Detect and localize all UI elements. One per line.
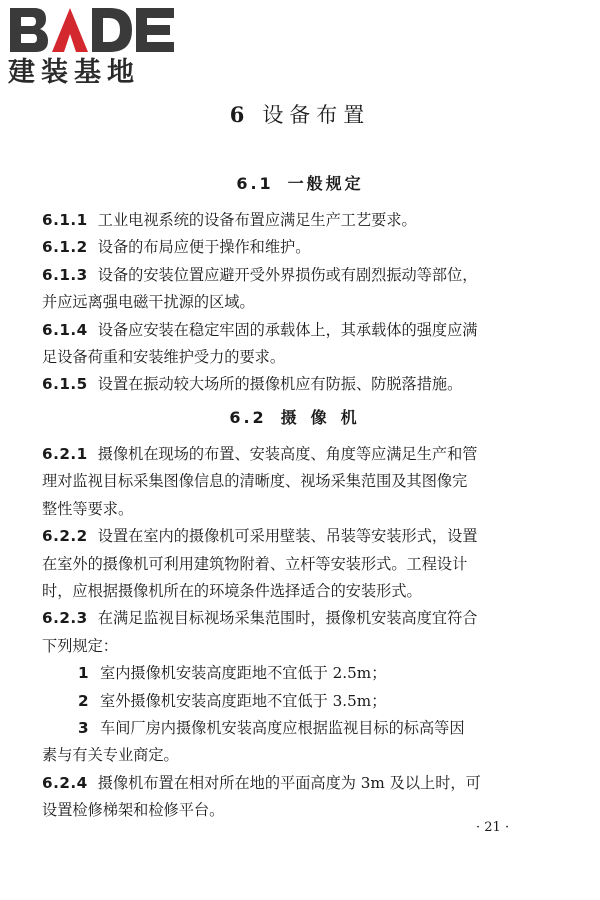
list-item-continuation: 素与有关专业商定。 xyxy=(42,746,179,765)
clause-6-1-3 xyxy=(42,262,562,317)
clause-number: 6.1.2 xyxy=(42,238,88,257)
clause-number: 6.2.3 xyxy=(42,609,88,628)
clause-line xyxy=(42,441,562,468)
clause-line xyxy=(42,523,562,550)
item-text: 车间厂房内摄像机安装高度应根据监视目标的标高等因 xyxy=(100,718,465,737)
clause-line: 在室外的摄像机可利用建筑物附着、立杆等安装形式。工程设计 xyxy=(42,554,468,573)
clause-number: 6.2.1 xyxy=(42,445,88,463)
clause-line xyxy=(42,317,562,344)
clause-text: 设备应安装在稳定牢固的承载体上，其承载体的强度应满 xyxy=(97,320,478,339)
clause-line: 足设备荷重和安装维护受力的要求。 xyxy=(42,347,285,366)
clause-line xyxy=(42,234,562,261)
clause-line xyxy=(42,371,562,398)
logo-tagline: 建装基地 xyxy=(8,57,140,88)
section-number: 6.2 xyxy=(229,408,267,427)
section-6-1-body xyxy=(42,207,562,399)
list-item xyxy=(42,715,562,742)
clause-line xyxy=(42,605,562,632)
section-6-2-body xyxy=(42,441,562,824)
clause-number: 6.1.5 xyxy=(42,375,88,394)
clause-6-1-4 xyxy=(42,317,562,372)
clause-line: 时，应根据摄像机所在的环境条件选择适合的安装形式。 xyxy=(42,581,422,600)
bade-logo-mark xyxy=(8,4,178,56)
page-number: · 21 · xyxy=(476,820,510,835)
clause-text: 设置在室内的摄像机可采用壁装、吊装等安装形式，设置 xyxy=(97,527,478,546)
section-title-text: 一般规定 xyxy=(287,174,364,193)
clause-line xyxy=(42,207,562,234)
clause-6-2-1 xyxy=(42,441,562,523)
clause-6-2-4 xyxy=(42,770,562,825)
clause-number: 6.1.4 xyxy=(42,320,88,339)
clause-line xyxy=(42,262,562,289)
brand-logo xyxy=(8,4,178,90)
clause-text: 摄像机在现场的布置、安装高度、角度等应满足生产和管 xyxy=(97,445,478,463)
section-title-text: 摄像机 xyxy=(280,408,371,427)
clause-line: 设置检修梯架和检修平台。 xyxy=(42,801,225,820)
clause-line xyxy=(42,770,562,797)
clause-text: 摄像机布置在相对所在地的平面高度为 3m 及以上时，可 xyxy=(97,773,481,792)
clause-number: 6.2.4 xyxy=(42,773,88,792)
clause-text: 在满足监视目标视场采集范围时，摄像机安装高度宜符合 xyxy=(97,609,478,628)
chapter-title xyxy=(0,100,600,130)
list-item xyxy=(42,688,562,715)
clause-6-2-3 xyxy=(42,605,562,769)
item-text: 室外摄像机安装高度距地不宜低于 3.5m； xyxy=(100,691,387,710)
clause-text: 工业电视系统的设备布置应满足生产工艺要求。 xyxy=(97,211,417,229)
clause-6-1-5 xyxy=(42,371,562,398)
clause-text: 设置在振动较大场所的摄像机应有防振、防脱落措施。 xyxy=(97,375,463,394)
clause-number: 6.2.2 xyxy=(42,527,88,546)
chapter-number: 6 xyxy=(229,102,251,127)
section-title-6-2 xyxy=(0,406,600,430)
item-number: 2 xyxy=(78,691,89,710)
clause-line: 并应远离强电磁干扰源的区域。 xyxy=(42,293,255,312)
section-number: 6.1 xyxy=(236,174,274,193)
item-text: 室内摄像机安装高度距地不宜低于 2.5m； xyxy=(100,664,387,683)
list-item xyxy=(42,660,562,687)
clause-line: 整性等要求。 xyxy=(42,499,134,518)
clause-number: 6.1.1 xyxy=(42,211,88,229)
clause-text: 设备的安装位置应避开受外界损伤或有剧烈振动等部位， xyxy=(97,265,478,284)
clause-line: 理对监视目标采集图像信息的清晰度、视场采集范围及其图像完 xyxy=(42,472,468,491)
clause-6-2-2 xyxy=(42,523,562,605)
chapter-title-text: 设备布置 xyxy=(262,103,371,127)
clause-number: 6.1.3 xyxy=(42,265,88,284)
item-number: 3 xyxy=(78,718,89,737)
section-title-6-1 xyxy=(0,172,600,196)
clause-text: 设备的布局应便于操作和维护。 xyxy=(97,238,311,257)
clause-6-1-1 xyxy=(42,207,562,234)
clause-6-1-2 xyxy=(42,234,562,261)
clause-line: 下列规定： xyxy=(42,636,118,655)
item-number: 1 xyxy=(78,664,89,683)
